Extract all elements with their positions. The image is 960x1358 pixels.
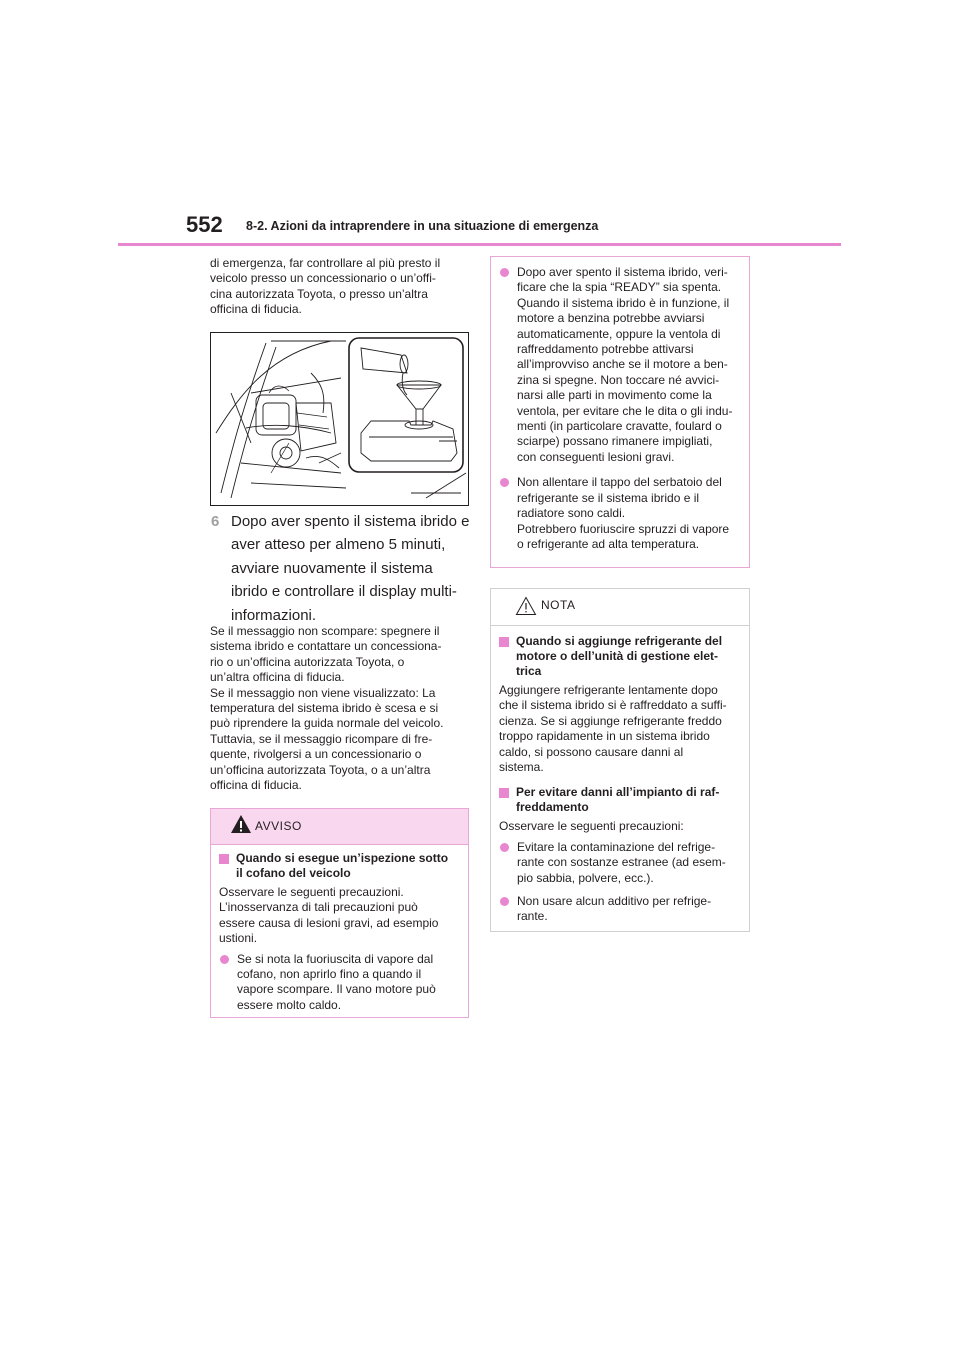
notice-bullet: [499, 894, 741, 925]
note-line: un’altra officina di fiducia.: [210, 670, 345, 685]
heading-line: il cofano del veicolo: [236, 866, 351, 880]
warning-bullet: [219, 952, 460, 1014]
notice-label: NOTA: [541, 598, 576, 612]
body-line: Osservare le seguenti precauzioni.: [219, 885, 404, 899]
body-line: Osservare le seguenti precauzioni:: [499, 819, 684, 834]
bullet-line: automaticamente, oppure la ventola di: [517, 326, 721, 341]
warning-box-header: [211, 809, 468, 845]
bullet-line: Evitare la contaminazione del refrige-: [517, 839, 716, 854]
warning-bullet: [499, 265, 741, 465]
warning-bullet: [499, 475, 741, 552]
warning-continuation-box: [490, 256, 750, 568]
step-line: ibrido e controllare il display multi-: [231, 583, 457, 601]
bullet-line: zina si spegne. Non toccare né avvici-: [517, 372, 720, 387]
bullet-line: pio sabbia, polvere, ecc.).: [517, 870, 654, 885]
note-line: sistema ibrido e contattare un concessiona-: [210, 639, 442, 654]
round-bullet-icon: [500, 268, 509, 277]
bullet-line: refrigerante se il sistema ibrido e il: [517, 490, 700, 505]
bullet-line: rante.: [517, 909, 548, 924]
note-line: Tuttavia, se il messaggio ricompare di fre-: [210, 731, 433, 746]
warning-box: [210, 808, 469, 1018]
intro-line: veicolo presso un concessionario o un’offi-: [210, 271, 436, 286]
header-rule: [118, 243, 841, 246]
heading-line: trica: [516, 664, 542, 678]
bullet-line: radiatore sono caldi.: [517, 506, 626, 521]
bullet-line: cofano, non aprirlo fino a quando il: [237, 967, 422, 982]
intro-line: di emergenza, far controllare al più presto il: [210, 256, 441, 270]
bullet-line: Dopo aver spento il sistema ibrido, veri-: [517, 265, 728, 279]
bullet-line: vapore scompare. Il vano motore può: [237, 982, 436, 997]
bullet-line: raffreddamento potrebbe attivarsi: [517, 342, 694, 357]
body-line: essere causa di lesioni gravi, ad esempio: [219, 915, 439, 930]
bullet-line: rante con sostanze estranee (ad esem-: [517, 855, 726, 870]
notice-heading: [499, 634, 741, 679]
heading-line: Quando si esegue un’ispezione sotto: [236, 851, 449, 865]
step-line: Dopo aver spento il sistema ibrido e: [231, 513, 470, 530]
note-line: rio o un’officina autorizzata Toyota, o: [210, 654, 405, 669]
bullet-line: sciarpe) possano rimanere impigliati,: [517, 434, 713, 449]
bullet-line: Se si nota la fuoriuscita di vapore dal: [237, 951, 434, 966]
page-number: 552: [186, 212, 223, 237]
bullet-line: essere molto caldo.: [237, 997, 342, 1012]
intro-line: cina autorizzata Toyota, o presso un’altra: [210, 286, 428, 301]
bullet-line: Non usare alcun additivo per refrige-: [517, 894, 712, 909]
bullet-line: narsi alle parti in movimento come la: [517, 388, 712, 403]
body-line: caldo, si possono causare danni al: [499, 744, 684, 759]
body-line: cienza. Se si aggiunge refrigerante freddo: [499, 713, 722, 728]
note-line: quente, rivolgersi a un concessionario o: [210, 747, 422, 762]
notice-body: [499, 683, 741, 775]
engine-bay-illustration: [210, 332, 469, 506]
warning-body: [219, 885, 460, 947]
square-bullet-icon: [219, 854, 229, 864]
step-number: 6: [211, 513, 220, 530]
notice-heading: [499, 785, 741, 815]
bullet-line: Quando il sistema ibrido è in funzione, il: [517, 295, 730, 310]
heading-line: motore o dell’unità di gestione elet-: [516, 649, 719, 663]
heading-line: Per evitare danni all’impianto di raf-: [516, 785, 720, 800]
note-line: temperatura del sistema ibrido è scesa e si: [210, 701, 439, 716]
round-bullet-icon: [500, 843, 509, 852]
body-line: L’inosservanza di tali precauzioni può: [219, 900, 418, 915]
bullet-line: Non allentare il tappo del serbatoio del: [517, 475, 722, 490]
notice-box-header: [491, 589, 749, 626]
warning-label: AVVISO: [255, 819, 302, 833]
step-note: [210, 624, 472, 793]
heading-line: freddamento: [516, 800, 589, 815]
warning-triangle-icon: [230, 814, 252, 834]
body-line: sistema.: [499, 760, 544, 775]
notice-body: [499, 819, 741, 834]
bullet-line: o refrigerante ad alta temperatura.: [517, 536, 700, 551]
notice-triangle-icon: [515, 596, 537, 616]
bullet-line: ventola, per evitare che le dita o gli indu-: [517, 403, 733, 418]
warning-heading: [219, 851, 460, 881]
bullet-line: menti (in particolare cravatte, foulard o: [517, 419, 722, 434]
bullet-line: Potrebbero fuoriuscire spruzzi di vapore: [517, 521, 730, 536]
section-title: 8-2. Azioni da intraprendere in una situazione di emergenza: [246, 219, 599, 233]
engine-bay-drawing: [211, 333, 468, 505]
step-line: avviare nuovamente il sistema: [231, 559, 433, 577]
heading-line: Quando si aggiunge refrigerante del: [516, 634, 723, 648]
note-line: un’officina autorizzata Toyota, o a un’altra: [210, 762, 431, 777]
note-line: può riprendere la guida normale del veicolo.: [210, 716, 444, 731]
round-bullet-icon: [500, 478, 509, 487]
step-line: aver atteso per almeno 5 minuti,: [231, 536, 446, 554]
round-bullet-icon: [500, 897, 509, 906]
square-bullet-icon: [499, 788, 509, 798]
bullet-line: all’improvviso anche se il motore a ben-: [517, 357, 728, 372]
square-bullet-icon: [499, 637, 509, 647]
bullet-line: con conseguenti lesioni gravi.: [517, 449, 675, 464]
note-line: officina di fiducia.: [210, 778, 302, 793]
bullet-line: motore a benzina potrebbe avviarsi: [517, 311, 705, 326]
notice-box: [490, 588, 750, 932]
body-line: Aggiungere refrigerante lentamente dopo: [499, 683, 718, 697]
body-line: che il sistema ibrido si è raffreddato a suffi-: [499, 698, 727, 713]
intro-line: officina di fiducia.: [210, 302, 302, 317]
body-line: ustioni.: [219, 931, 258, 946]
body-line: troppo rapidamente in un sistema ibrido: [499, 729, 710, 744]
note-line: Se il messaggio non viene visualizzato: La: [210, 685, 436, 700]
step-text: [231, 510, 472, 627]
intro-paragraph: [210, 256, 470, 318]
step-line: informazioni.: [231, 606, 317, 624]
note-line: Se il messaggio non scompare: spegnere il: [210, 624, 440, 638]
bullet-line: ficare che la spia “READY” sia spenta.: [517, 280, 722, 295]
step-6: [210, 510, 472, 627]
round-bullet-icon: [220, 955, 229, 964]
notice-bullet: [499, 840, 741, 886]
